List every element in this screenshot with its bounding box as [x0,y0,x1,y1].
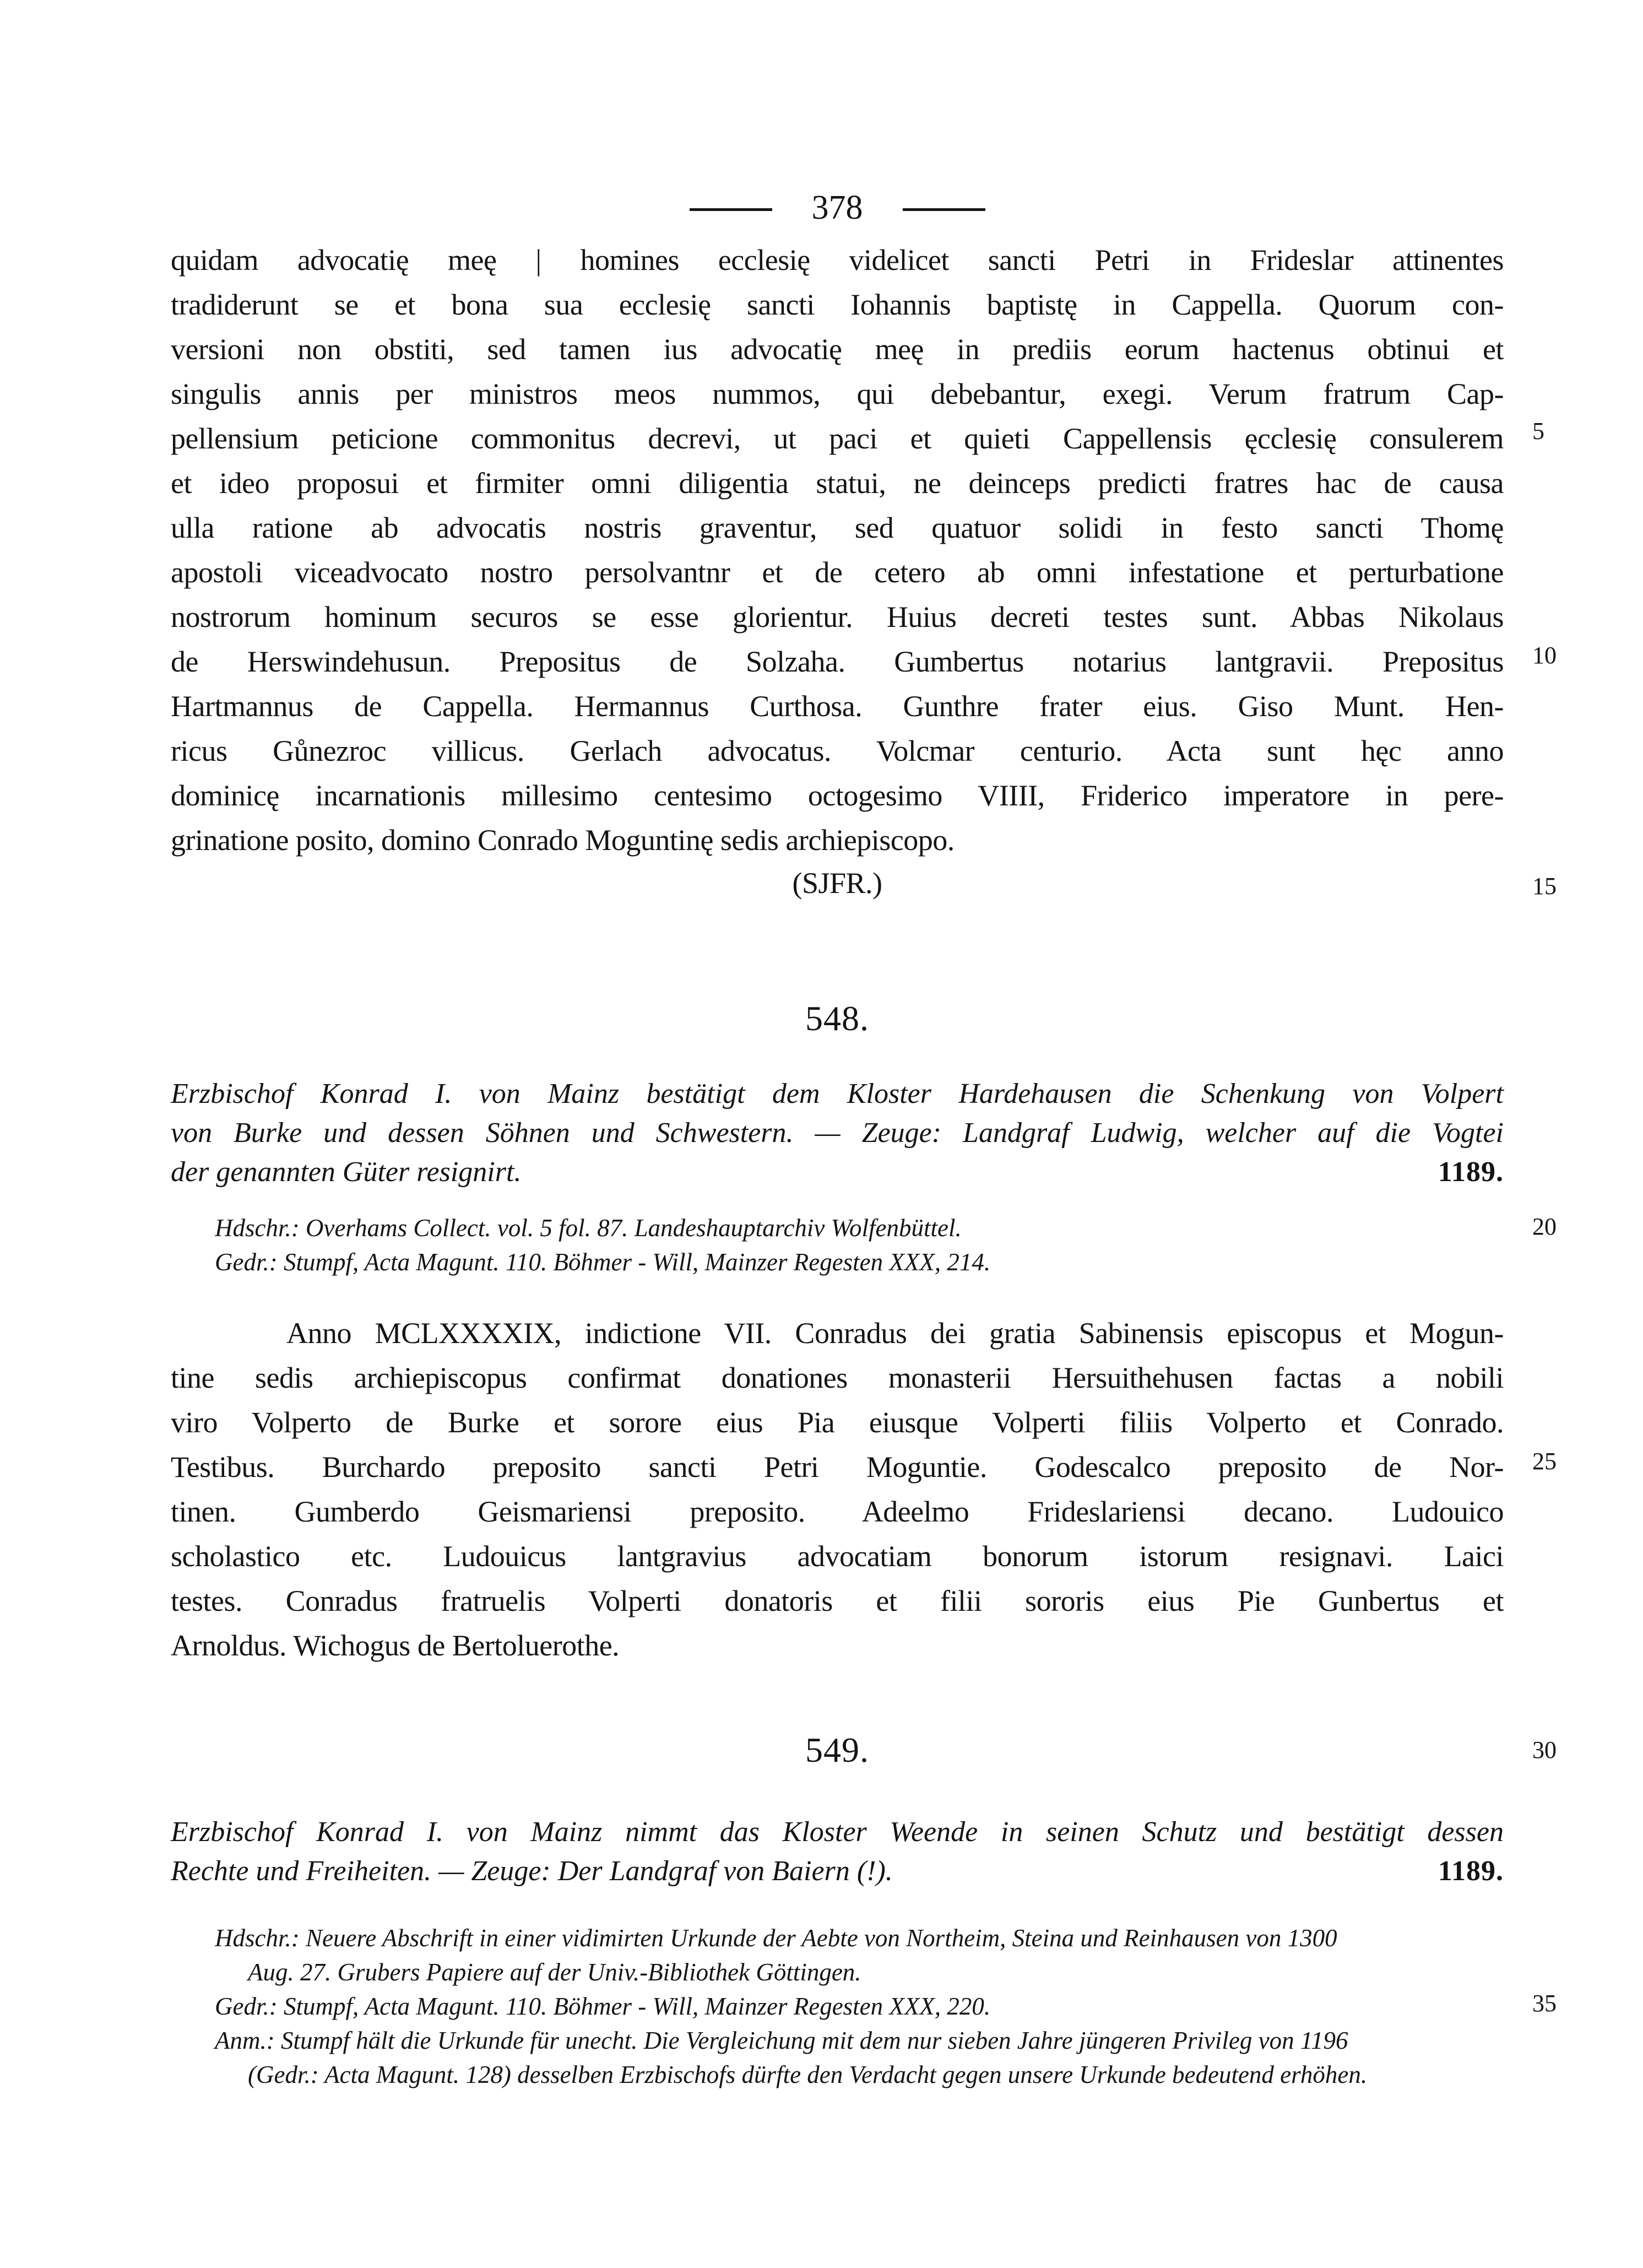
entry-548-text-line: tine sedis archiepiscopus confirmat donationes monasterii Hersuithehusen factas a nobili [171,1361,1504,1394]
entry-548-summary-line: von Burke und dessen Söhnen und Schwestern. — Zeuge: Landgraf Ludwig, welcher auf die Vogtei [171,1117,1504,1149]
entry-548-summary [171,1074,1504,1192]
margin-line-number: 10 [1532,642,1557,669]
entry-549-summary-last-text: Rechte und Freiheiten. — Zeuge: Der Landgraf von Baiern (!). [171,1855,893,1887]
entry-548-summary-last-text: der genannten Güter resignirt. [171,1156,522,1188]
entry-548-summary-line: Erzbischof Konrad I. von Mainz bestätigt dem Kloster Hardehausen die Schenkung von Volpert [171,1078,1504,1109]
entry-548-reference-line: Gedr.: Stumpf, Acta Magunt. 110. Böhmer - Will, Mainzer Regesten XXX, 214. [215,1248,991,1276]
entry-548-year: 1189. [1438,1156,1504,1188]
charter-547-line: ulla ratione ab advocatis nostris graventur, sed quatuor solidi in festo sancti Thomę [171,511,1504,544]
entry-549-summary-line: Erzbischof Konrad I. von Mainz nimmt das Kloster Weende in seinen Schutz und bestätigt dessen [171,1816,1504,1848]
charter-547-line: nostrorum hominum securos se esse glorientur. Huius decreti testes sunt. Abbas Nikolaus [171,600,1504,634]
entry-548-text-line: tinen. Gumberdo Geismariensi preposito. Adeelmo Frideslariensi decano. Ludouico [171,1495,1504,1528]
charter-547-line: singulis annis per ministros meos nummos, qui debebantur, exegi. Verum fratrum Cap- [171,377,1504,410]
entry-549-reference-line: Hdschr.: Neuere Abschrift in einer vidimirten Urkunde der Aebte von Northeim, Steina und Reinhausen von 1300 [215,1924,1337,1952]
charter-547-line: et ideo proposui et firmiter omni diligentia statui, ne deinceps predicti fratres hac de causa [171,467,1504,500]
margin-line-number: 25 [1532,1448,1557,1475]
margin-line-number: 20 [1532,1213,1557,1240]
margin-line-number: 30 [1532,1736,1557,1763]
editor-signature: (SJFR.) [792,867,882,900]
charter-547-line: Hartmannus de Cappella. Hermannus Curthosa. Gunthre frater eius. Giso Munt. Hen- [171,690,1504,723]
header-rule-right [903,208,985,211]
entry-548-text-line: Arnoldus. Wichogus de Bertoluerothe. [171,1629,620,1662]
entry-548-text-line: scholastico etc. Ludouicus lantgravius advocatiam bonorum istorum resignavi. Laici [171,1540,1504,1573]
entry-548-text [171,1311,1504,1668]
entry-549-reference-line: Aug. 27. Grubers Papiere auf der Univ.-Bibliothek Göttingen. [248,1958,861,1986]
charter-547-line: apostoli viceadvocato nostro persolvantnr et de cetero ab omni infestatione et perturbatione [171,556,1504,589]
entry-549-summary [171,1812,1504,1891]
charter-547-line: quidam advocatię meę | homines ecclesię videlicet sancti Petri in Frideslar attinentes [171,243,1504,277]
charter-547-text [171,238,1504,863]
entry-549-summary-lines [171,1812,1504,1852]
entry-549-reference-line: Gedr.: Stumpf, Acta Magunt. 110. Böhmer - Will, Mainzer Regesten XXX, 220. [215,1993,991,2020]
entry-548-text-line: viro Volperto de Burke et sorore eius Pia eiusque Volperti filiis Volperto et Conrado. [171,1406,1504,1439]
charter-547-line: ricus Gůnezroc villicus. Gerlach advocatus. Volcmar centurio. Acta sunt hęc anno [171,734,1504,767]
charter-547-line: tradiderunt se et bona sua ecclesię sancti Iohannis baptistę in Cappella. Quorum con- [171,288,1504,321]
entry-548-text-line: Testibus. Burchardo preposito sancti Petri Moguntie. Godescalco preposito de Nor- [171,1450,1504,1484]
entry-548-text-line: Anno MCLXXXXIX, indictione VII. Conradus dei gratia Sabinensis episcopus et Mogun- [286,1317,1504,1350]
margin-line-number: 15 [1532,873,1557,900]
entry-548-number: 548. [805,999,869,1038]
charter-547-line: pellensium peticione commonitus decrevi, ut paci et quieti Cappellensis ęcclesię consulerem [171,422,1504,455]
entry-548-summary-lastline [171,1152,1504,1192]
page-header [171,188,1504,228]
entry-548-summary-lines [171,1074,1504,1152]
charter-547-line: versioni non obstiti, sed tamen ius advocatię meę in prediis eorum hactenus obtinui et [171,333,1504,366]
entry-549-year: 1189. [1438,1855,1504,1887]
entry-549-reference-line: (Gedr.: Acta Magunt. 128) desselben Erzbischofs dürfte den Verdacht gegen unsere Urkunde bedeutend erhöhen. [248,2061,1368,2088]
entry-549-summary-lastline [171,1852,1504,1891]
margin-line-number: 5 [1532,418,1544,445]
entry-548-text-line: testes. Conradus fratruelis Volperti donatoris et filii sororis eius Pie Gunbertus et [171,1584,1504,1617]
header-rule-left [690,208,772,211]
charter-547-line: grinatione posito, domino Conrado Moguntinę sedis archiepiscopo. [171,824,955,857]
entry-548-references [215,1211,1506,1279]
charter-547-line: dominicę incarnationis millesimo centesimo octogesimo VIIII, Friderico imperatore in pere- [171,779,1504,812]
entry-549-references [215,1921,1506,2092]
page-number: 378 [811,189,863,226]
charter-547-line: de Herswindehusun. Prepositus de Solzaha. Gumbertus notarius lantgravii. Prepositus [171,645,1504,678]
entry-549-number: 549. [805,1730,869,1769]
margin-line-number: 35 [1532,1990,1557,2017]
entry-549-reference-line: Anm.: Stumpf hält die Urkunde für unecht. Die Vergleichung mit dem nur sieben Jahre jüngeren Privileg von 1196 [215,2027,1348,2054]
entry-548-reference-line: Hdschr.: Overhams Collect. vol. 5 fol. 87. Landeshauptarchiv Wolfenbüttel. [215,1214,962,1242]
